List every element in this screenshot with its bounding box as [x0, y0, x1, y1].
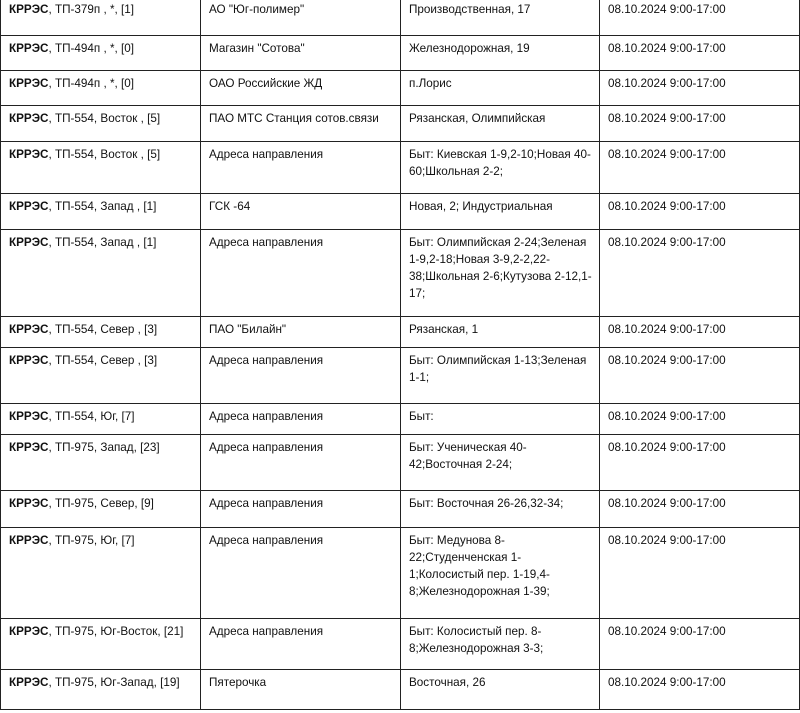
- org-label: КРРЭС: [9, 676, 49, 689]
- table-row: [1, 528, 800, 619]
- consumer-cell: Адреса направления: [201, 528, 401, 619]
- line-label: , ТП-494п , *, [0]: [48, 77, 135, 90]
- time-cell: 08.10.2024 9:00-17:00: [600, 348, 800, 404]
- line-cell: [1, 230, 201, 317]
- table-row: [1, 619, 800, 670]
- line-cell: [1, 435, 201, 491]
- org-label: КРРЭС: [9, 410, 49, 423]
- line-cell: [1, 194, 201, 230]
- line-label: , ТП-975, Юг-Восток, [21]: [48, 625, 184, 638]
- line-cell: [1, 142, 201, 194]
- org-label: КРРЭС: [9, 42, 49, 55]
- address-cell: Железнодорожная, 19: [401, 36, 600, 71]
- consumer-cell: Адреса направления: [201, 142, 401, 194]
- line-label: , ТП-975, Север, [9]: [48, 497, 154, 510]
- line-cell: [1, 71, 201, 106]
- table-row: [1, 106, 800, 142]
- address-cell: Восточная, 26: [401, 670, 600, 710]
- address-cell: Быт: Медунова 8-22;Студенченская 1-1;Колосистый пер. 1-19,4-8;Железнодорожная 1-39;: [401, 528, 600, 619]
- time-cell: 08.10.2024 9:00-17:00: [600, 435, 800, 491]
- address-cell: Быт: Киевская 1-9,2-10;Новая 40-60;Школьная 2-2;: [401, 142, 600, 194]
- line-label: , ТП-554, Восток , [5]: [48, 148, 161, 161]
- table-row: [1, 491, 800, 528]
- table-row: [1, 404, 800, 435]
- line-label: , ТП-975, Юг, [7]: [48, 534, 135, 547]
- consumer-cell: Адреса направления: [201, 619, 401, 670]
- line-label: , ТП-554, Запад , [1]: [48, 200, 157, 213]
- line-cell: [1, 0, 201, 36]
- consumer-cell: Магазин "Сотова": [201, 36, 401, 71]
- address-cell: Производственная, 17: [401, 0, 600, 36]
- table-row: [1, 142, 800, 194]
- table-row: [1, 71, 800, 106]
- org-label: КРРЭС: [9, 3, 49, 16]
- line-cell: [1, 348, 201, 404]
- line-label: , ТП-494п , *, [0]: [48, 42, 135, 55]
- line-label: , ТП-554, Запад , [1]: [48, 236, 157, 249]
- address-cell: Быт: Олимпийская 2-24;Зеленая 1-9,2-18;Новая 3-9,2-2,22-38;Школьная 2-6;Кутузова 2-12,1-17;: [401, 230, 600, 317]
- address-cell: Быт: Колосистый пер. 8-8;Железнодорожная 3-3;: [401, 619, 600, 670]
- org-label: КРРЭС: [9, 200, 49, 213]
- org-label: КРРЭС: [9, 148, 49, 161]
- consumer-cell: Адреса направления: [201, 230, 401, 317]
- org-label: КРРЭС: [9, 77, 49, 90]
- org-label: КРРЭС: [9, 112, 49, 125]
- consumer-cell: Адреса направления: [201, 435, 401, 491]
- consumer-cell: ПАО "Билайн": [201, 317, 401, 348]
- time-cell: 08.10.2024 9:00-17:00: [600, 0, 800, 36]
- line-label: , ТП-554, Север , [3]: [48, 323, 158, 336]
- org-label: КРРЭС: [9, 323, 49, 336]
- org-label: КРРЭС: [9, 236, 49, 249]
- org-label: КРРЭС: [9, 497, 49, 510]
- address-cell: Быт:: [401, 404, 600, 435]
- address-cell: Быт: Ученическая 40-42;Восточная 2-24;: [401, 435, 600, 491]
- consumer-cell: ГСК -64: [201, 194, 401, 230]
- line-cell: [1, 317, 201, 348]
- time-cell: 08.10.2024 9:00-17:00: [600, 404, 800, 435]
- time-cell: 08.10.2024 9:00-17:00: [600, 142, 800, 194]
- address-cell: Рязанская, 1: [401, 317, 600, 348]
- address-cell: п.Лорис: [401, 71, 600, 106]
- address-cell: Новая, 2; Индустриальная: [401, 194, 600, 230]
- time-cell: 08.10.2024 9:00-17:00: [600, 194, 800, 230]
- time-cell: 08.10.2024 9:00-17:00: [600, 106, 800, 142]
- address-cell: Рязанская, Олимпийская: [401, 106, 600, 142]
- line-cell: [1, 106, 201, 142]
- line-cell: [1, 619, 201, 670]
- table-row: [1, 230, 800, 317]
- time-cell: 08.10.2024 9:00-17:00: [600, 230, 800, 317]
- org-label: КРРЭС: [9, 354, 49, 367]
- address-cell: Быт: Восточная 26-26,32-34;: [401, 491, 600, 528]
- table-row: [1, 0, 800, 36]
- org-label: КРРЭС: [9, 441, 49, 454]
- table-row: [1, 348, 800, 404]
- table-row: [1, 36, 800, 71]
- consumer-cell: ОАО Российские ЖД: [201, 71, 401, 106]
- line-cell: [1, 36, 201, 71]
- consumer-cell: Пятерочка: [201, 670, 401, 710]
- time-cell: 08.10.2024 9:00-17:00: [600, 71, 800, 106]
- time-cell: 08.10.2024 9:00-17:00: [600, 670, 800, 710]
- consumer-cell: Адреса направления: [201, 491, 401, 528]
- consumer-cell: Адреса направления: [201, 348, 401, 404]
- line-cell: [1, 528, 201, 619]
- table-row: [1, 670, 800, 710]
- line-label: , ТП-975, Юг-Запад, [19]: [48, 676, 180, 689]
- line-label: , ТП-379п , *, [1]: [48, 3, 135, 16]
- line-cell: [1, 491, 201, 528]
- table-row: [1, 435, 800, 491]
- consumer-cell: АО "Юг-полимер": [201, 0, 401, 36]
- consumer-cell: ПАО МТС Станция сотов.связи: [201, 106, 401, 142]
- time-cell: 08.10.2024 9:00-17:00: [600, 36, 800, 71]
- time-cell: 08.10.2024 9:00-17:00: [600, 491, 800, 528]
- time-cell: 08.10.2024 9:00-17:00: [600, 528, 800, 619]
- org-label: КРРЭС: [9, 534, 49, 547]
- line-label: , ТП-554, Юг, [7]: [48, 410, 135, 423]
- table-row: [1, 194, 800, 230]
- line-label: , ТП-554, Восток , [5]: [48, 112, 161, 125]
- line-cell: [1, 670, 201, 710]
- line-label: , ТП-554, Север , [3]: [48, 354, 158, 367]
- time-cell: 08.10.2024 9:00-17:00: [600, 317, 800, 348]
- consumer-cell: Адреса направления: [201, 404, 401, 435]
- line-label: , ТП-975, Запад, [23]: [48, 441, 160, 454]
- table-row: [1, 317, 800, 348]
- time-cell: 08.10.2024 9:00-17:00: [600, 619, 800, 670]
- address-cell: Быт: Олимпийская 1-13;Зеленая 1-1;: [401, 348, 600, 404]
- line-cell: [1, 404, 201, 435]
- org-label: КРРЭС: [9, 625, 49, 638]
